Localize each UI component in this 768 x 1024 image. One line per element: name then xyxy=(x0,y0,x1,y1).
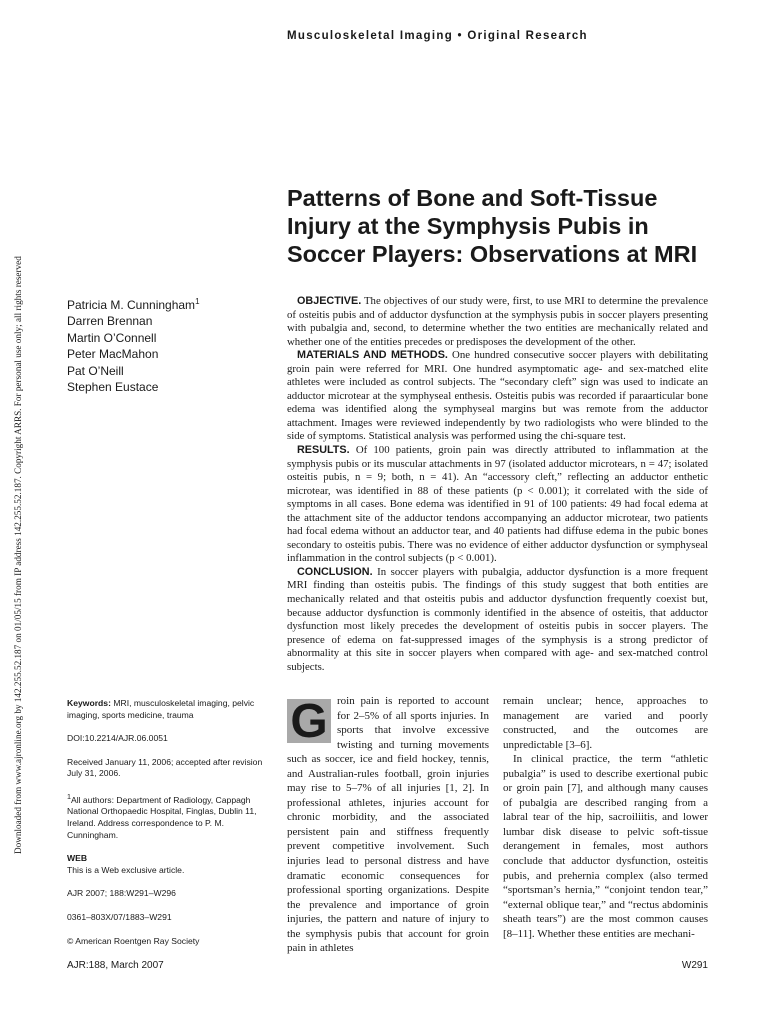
drop-cap: G xyxy=(287,699,331,743)
web-text: This is a Web exclusive article. xyxy=(67,864,185,875)
author-name: Pat O’Neill xyxy=(67,363,124,378)
download-notice-text: Downloaded from www.ajronline.org by 142.255.52.187 on 01/05/15 from IP address 142.255.52.187. Copyright ARRS. For personal use only; all rights reserved xyxy=(13,256,23,854)
web-note xyxy=(67,853,277,876)
received-date: Received January 11, 2006; accepted after revision July 31, 2006. xyxy=(67,756,263,779)
keywords-text: MRI, musculoskeletal imaging, pelvic imaging, sports medicine, trauma xyxy=(67,698,255,720)
abstract-results xyxy=(287,444,708,566)
running-header: Musculoskeletal Imaging • Original Research xyxy=(287,30,588,42)
affiliation-text: All authors: Department of Radiology, Cappagh National Orthopaedic Hospital, Finglas, Dublin 11, Ireland. Address correspondence to P. M. Cunningham. xyxy=(67,794,257,840)
conclusion-label: CONCLUSION. xyxy=(297,565,373,578)
download-notice xyxy=(2,178,23,854)
page-number: W291 xyxy=(681,960,708,971)
author-name: Stephen Eustace xyxy=(67,380,159,395)
objective-label: OBJECTIVE. xyxy=(297,295,362,307)
author-name: Darren Brennan xyxy=(67,314,153,329)
issn: 0361–803X/07/1883–W291 xyxy=(67,911,172,922)
body-text: roin pain is reported to account for 2–5% of all sports injuries. In sports that involve excessive twisting and turning movements such as soccer, ice and field hockey, tennis, and Australian-rules football, groin injuries may rise to 5–7% of all injuries [1, 2]. In professional athletes, injuries account for chronic morbidity, and the associated persistent pain and stiffness frequently prevent competitive involvement. Such injuries lead to personal distress and have dramatic economic consequences for professional sporting organizations. Despite the prevalence and importance of groin injuries, the pattern and nature of injury to the symphysis pubis that account for groin pain in athletes xyxy=(287,695,489,955)
author-name: Peter MacMahon xyxy=(67,347,159,362)
abstract xyxy=(287,295,708,674)
author-name: Martin O’Connell xyxy=(67,330,157,345)
body-paragraph: In clinical practice, the term “athletic pubalgia” is used to describe exertional pubic or groin pain [7], and although many causes of pubalgia are described ranging from a labral tear of the hip, sacroiliitis, and lower lumbar disk disease to pelvic soft-tissue derangement in females, most authors conclude that adductor dysfunction, osteitis pubis, and prehernia complex (also termed “sportsman’s hernia,” “conjoint tendon tear,” “external oblique tear,” and “rectus abdominis sheath tears”) are the most common causes [8–11]. Whether these entities are mechani- xyxy=(503,753,708,940)
body-paragraph: remain unclear; hence, approaches to management are varied and poorly constructed, and the outcomes are unpredictable [3–6]. xyxy=(503,695,708,751)
doi[interactable]: DOI:10.2214/AJR.06.0051 xyxy=(67,733,168,744)
body-column-1 xyxy=(287,694,489,956)
abstract-methods xyxy=(287,349,708,444)
body-column-2 xyxy=(503,694,708,941)
affiliation xyxy=(67,792,277,841)
methods-text: One hundred consecutive soccer players with debilitating groin pain were referred for MRI. One hundred asymptomatic age- and sex-matched elite athletes were included as control subjects. The “secondary cleft” sign was used to indicate an adductor microtear at the symphyseal enthesis. Osteitis pubis was recorded if paraarticular bone edema was identified along the symphyseal margins but was remote from the adductor attachment. Images were reviewed independently by two radiologists who were blinded to the side of symptoms. Statistical analysis was performed using the chi-square test. xyxy=(287,349,709,443)
keywords xyxy=(67,698,277,721)
objective-text: The objectives of our study were, first, to use MRI to determine the prevalence of osteitis pubis and of adductor dysfunction at the symphysis pubis in soccer players presenting with pubalgia and, second, to determine whether the two entities are mechanically related and whether one of the entities precedes or predisposes the development of the other. xyxy=(287,295,708,348)
article-metadata xyxy=(67,698,277,959)
methods-label: MATERIALS AND METHODS. xyxy=(297,349,448,362)
conclusion-text: In soccer players with pubalgia, adductor dysfunction is a more frequent MRI finding than osteitis pubis. The findings of this study suggest that both entities are mechanically related and that osteitis pubis and adductor dysfunction frequently coexist but, because adductor dysfunction is commonly identified in the absence of osteitis, that adductor dysfunction most likely precedes the development of osteitis pubis in soccer players. The presence of edema on fat-suppressed images of the symphysis is a strong predictor of abnormality at this site in soccer players when compared with age- and sex-matched control subjects. xyxy=(287,565,709,673)
results-text: Of 100 patients, groin pain was directly attributed to inflammation at the symphysis pubis or its muscular attachments in 97 (isolated adductor microtears, n = 47; isolated osteitis pubis, n = 9; both, n = 41). An “accessory cleft,” reflecting an adductor enthetic microtear, was identified in 88 of these patients (p < 0.001); it correlated with the side of symptoms in all cases. Bone edema was identified in 91 of 100 patients: 49 had focal edema at the attachment site of the adductor tendons accompanying an adductor microtear, two patients had focal edema without an adductor tear, and 40 patients had diffuse edema in the pubic bones secondary to osteitis pubis. There was no evidence of either adductor dysfunction or symphyseal inflammation in the control subjects (p < 0.001). xyxy=(287,444,709,565)
affiliation-marker: 1 xyxy=(195,297,200,306)
citation: AJR 2007; 188:W291–W296 xyxy=(67,888,176,899)
keywords-label: Keywords: xyxy=(67,698,111,708)
abstract-conclusion xyxy=(287,566,708,674)
abstract-objective xyxy=(287,295,708,349)
body-paragraph xyxy=(287,694,489,956)
results-label: RESULTS. xyxy=(297,444,350,457)
web-label: WEB xyxy=(67,853,88,864)
footer-journal-issue: AJR:188, March 2007 xyxy=(67,960,164,971)
article-title: Patterns of Bone and Soft-Tissue Injury at the Symphysis Pubis in Soccer Players: Observations at MRI xyxy=(287,185,698,267)
author-name: Patricia M. Cunningham$^1$ xyxy=(67,297,200,312)
author-list xyxy=(67,294,267,395)
affiliation-marker: 1 xyxy=(67,792,71,801)
copyright: © American Roentgen Ray Society xyxy=(67,935,200,946)
